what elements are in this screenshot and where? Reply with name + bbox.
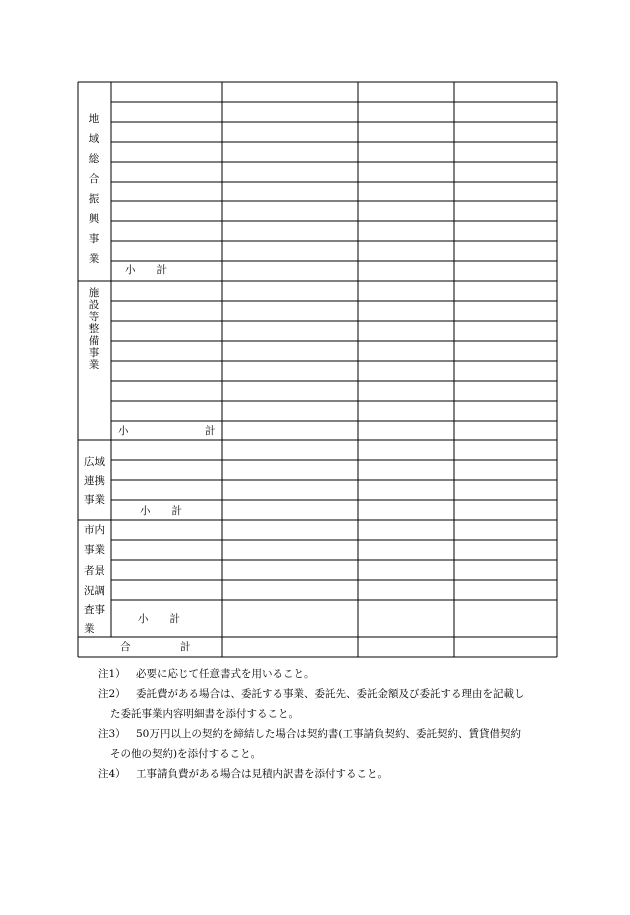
label-char: 振 xyxy=(88,193,100,205)
label-char: 設 xyxy=(88,299,100,311)
total-label-b: 計 xyxy=(180,641,191,653)
label-line: 況調 xyxy=(84,585,105,597)
note-text: 工事請負費がある場合は見積内訳書を添付すること。 xyxy=(136,768,388,780)
subtotal-label-small: 小 xyxy=(118,425,129,437)
label-char: 事 xyxy=(88,347,100,359)
label-char: 等 xyxy=(88,311,100,323)
note-text: 50万円以上の契約を締結した場合は契約書(工事請負契約、委託契約、賃貸借契約 xyxy=(136,728,521,740)
label-line: 広域 xyxy=(84,456,105,468)
note-text: 委託費がある場合は、委託する事業、委託先、委託金額及び委託する理由を記載し xyxy=(136,688,525,700)
label-line: 事業 xyxy=(84,544,105,556)
note-mark: 注1） xyxy=(98,668,126,680)
label-line: 査事 xyxy=(84,604,105,616)
label-char: 合 xyxy=(88,173,100,185)
label-line: 者景 xyxy=(84,565,105,577)
subtotal-label: 小 計 xyxy=(125,264,167,276)
label-char: 地 xyxy=(88,113,100,125)
label-char: 事 xyxy=(88,233,100,245)
label-char: 施 xyxy=(88,287,100,299)
note-mark: 注4） xyxy=(98,768,126,780)
label-line: 業 xyxy=(84,623,95,635)
subtotal-label: 小 計 xyxy=(140,505,182,517)
label-char: 総 xyxy=(88,153,100,165)
note-text: その他の契約)を添付すること。 xyxy=(110,748,262,760)
subtotal-label-total: 計 xyxy=(205,425,216,437)
note-text: た委託事業内容明細書を添付すること。 xyxy=(110,708,299,720)
note-text: 必要に応じて任意書式を用いること。 xyxy=(136,668,315,680)
label-char: 域 xyxy=(88,133,100,145)
label-line: 市内 xyxy=(84,524,105,536)
label-line: 連携 xyxy=(84,475,105,487)
label-line: 事業 xyxy=(84,494,105,506)
subtotal-label: 小 計 xyxy=(138,613,180,625)
label-char: 興 xyxy=(88,213,100,225)
label-char: 備 xyxy=(88,335,100,347)
note-mark: 注3） xyxy=(98,728,126,740)
label-char: 整 xyxy=(88,323,100,335)
label-char: 業 xyxy=(88,359,100,371)
total-label-a: 合 xyxy=(120,641,131,653)
note-mark: 注2） xyxy=(98,688,126,700)
label-char: 業 xyxy=(88,253,100,265)
